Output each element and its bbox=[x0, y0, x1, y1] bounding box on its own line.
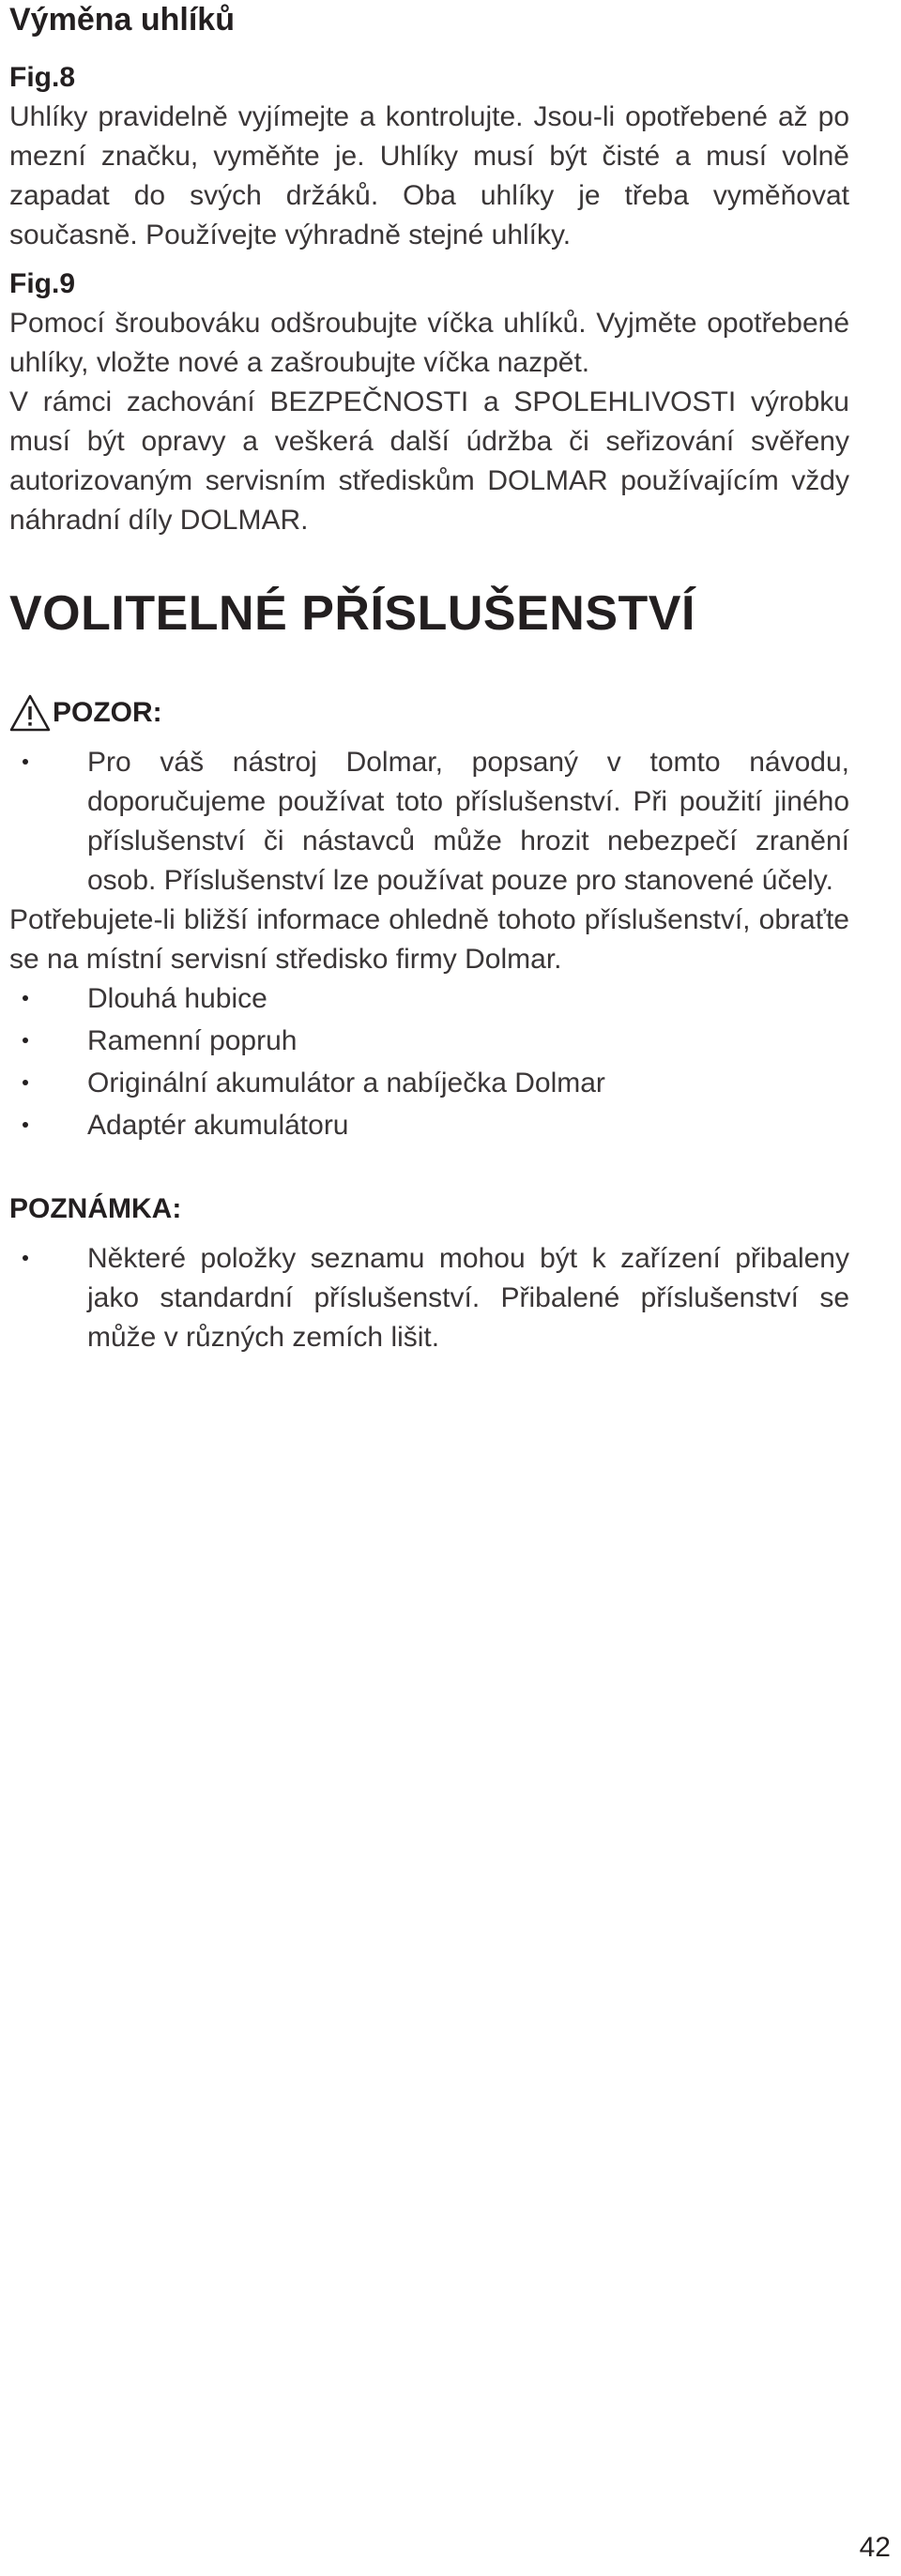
fig8-label: Fig.8 bbox=[9, 62, 76, 93]
accessory-item-text: Ramenní popruh bbox=[87, 1025, 298, 1056]
list-item bbox=[9, 1022, 849, 1061]
bullet-icon bbox=[23, 759, 28, 765]
note-heading: POZNÁMKA: bbox=[9, 1193, 182, 1224]
fig8-paragraph: Uhlíky pravidelně vyjímejte a kontrolujte. Jsou-li opotřebené až po mezní značku, vyměňte je. Uhlíky musí být čisté a musí volně zapadat do svých držáků. Oba uhlíky je třeba vyměňovat současně. Používejte výhradně stejné uhlíky. bbox=[9, 101, 849, 250]
caution-label: POZOR: bbox=[53, 697, 162, 728]
note-item-text: Některé položky seznamu mohou být k zařízení přibaleny jako standardní příslušenství. Přibalené příslušenství se může v různých zemích lišit. bbox=[87, 1243, 849, 1353]
bullet-icon bbox=[23, 1255, 28, 1261]
caution-item-text: Pro váš nástroj Dolmar, popsaný v tomto návodu, doporučujeme používat toto příslušenství. Při použití jiného příslušenství či nástavců může hrozit nebezpečí zranění osob. Příslušenství lze používat pouze pro stanovené účely. bbox=[87, 747, 849, 896]
caution-list bbox=[9, 743, 849, 901]
page-content bbox=[9, 0, 849, 1357]
list-item bbox=[9, 979, 849, 1019]
accessory-item-text: Originální akumulátor a nabíječka Dolmar bbox=[87, 1068, 605, 1099]
bullet-icon bbox=[23, 1080, 28, 1085]
page-number: 42 bbox=[859, 2532, 891, 2563]
list-item bbox=[9, 1064, 849, 1103]
bullet-icon bbox=[23, 995, 28, 1001]
accessory-list bbox=[9, 979, 849, 1145]
accessory-item-text: Dlouhá hubice bbox=[87, 983, 267, 1014]
fig9-paragraph: Pomocí šroubováku odšroubujte víčka uhlíků. Vyjměte opotřebené uhlíky, vložte nové a zašroubujte víčka nazpět. bbox=[9, 308, 849, 378]
accessories-heading: VOLITELNÉ PŘÍSLUŠENSTVÍ bbox=[9, 586, 695, 641]
bullet-icon bbox=[23, 1122, 28, 1128]
list-item bbox=[9, 743, 849, 901]
safety-paragraph: V rámci zachování BEZPEČNOSTI a SPOLEHLIVOSTI výrobku musí být opravy a veškerá další údržba či seřizování svěřeny autorizovaným servisním střediskům DOLMAR používajícím vždy náhradní díly DOLMAR. bbox=[9, 386, 849, 536]
info-paragraph: Potřebujete-li bližší informace ohledně tohoto příslušenství, obraťte se na místní servisní středisko firmy Dolmar. bbox=[9, 904, 849, 975]
section-title: Výměna uhlíků bbox=[9, 2, 235, 38]
accessory-item-text: Adaptér akumulátoru bbox=[87, 1110, 349, 1141]
list-item bbox=[9, 1239, 849, 1357]
note-list bbox=[9, 1239, 849, 1357]
bullet-icon bbox=[23, 1038, 28, 1043]
fig9-label: Fig.9 bbox=[9, 268, 76, 299]
warning-triangle-icon bbox=[9, 694, 51, 732]
list-item bbox=[9, 1106, 849, 1145]
caution-heading bbox=[9, 694, 849, 732]
